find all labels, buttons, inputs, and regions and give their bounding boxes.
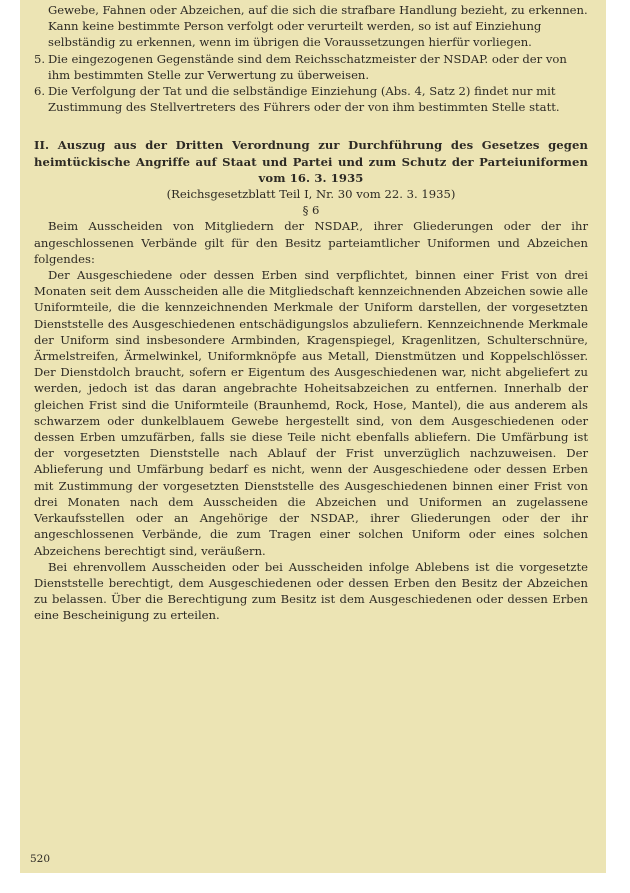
body-paragraph: Bei ehrenvollem Ausscheiden oder bei Ausscheiden infolge Ablebens ist die vorgesetzte Dienststelle berechtigt, dem Ausgeschiedenen oder dessen Erben den Besitz der Abzeichen zu belassen. Über die Berechtigung zum Besitz ist dem Ausgeschiedenen oder dessen Erben eine Bescheinigung zu erteilen. bbox=[34, 559, 588, 623]
continuation-text: Gewebe, Fahnen oder Abzeichen, auf die sich die strafbare Handlung bezieht, zu erkennen. Kann keine bestimmte Person verfolgt oder verurteilt werden, so ist auf Einziehung selbständig zu erkennen, wenn im übrigen die Voraussetzungen hierfür vorliegen. bbox=[48, 3, 588, 50]
list-item-6 bbox=[34, 83, 588, 115]
list-item-number: 5. bbox=[34, 51, 46, 66]
paragraph-sign: § 6 bbox=[302, 203, 320, 218]
list-item-number: 6. bbox=[34, 84, 46, 99]
section-body bbox=[34, 218, 588, 623]
list-item-text: Die eingezogenen Gegenstände sind dem Reichsschatzmeister der NSDAP. oder der von ihm bestimmten Stelle zur Verwertung zu überweisen. bbox=[48, 51, 567, 82]
section-heading: II. Auszug aus der Dritten Verordnung zur Durchführung des Gesetzes gegen heimtückische Angriffe auf Staat und Partei und zum Schutz der Parteiuniformen vom 16. 3. 1935 bbox=[34, 138, 588, 185]
page-number: 520 bbox=[30, 852, 51, 865]
source-reference: (Reichsgesetzblatt Teil I, Nr. 30 vom 22. 3. 1935) bbox=[166, 187, 456, 202]
body-paragraph: Beim Ausscheiden von Mitgliedern der NSDAP., ihrer Gliederungen oder der ihr angeschlossenen Verbände gilt für den Besitz parteiamtlicher Uniformen und Abzeichen folgendes: bbox=[34, 219, 588, 266]
list-item-text: Die Verfolgung der Tat und die selbständige Einziehung (Abs. 4, Satz 2) findet nur mit Zustimmung des Stellvertreters des Führers oder der von ihm bestimmten Stelle statt. bbox=[48, 84, 560, 115]
list-item-5 bbox=[34, 51, 588, 83]
document-page bbox=[20, 0, 606, 873]
body-paragraph: Der Ausgeschiedene oder dessen Erben sind verpflichtet, binnen einer Frist von drei Monaten seit dem Ausscheiden alle die Mitgliedschaft kennzeichnenden Abzeichen sowie alle Uniformteile, die die kennzeichnenden Merkmale der Uniform darstellen, der vorgesetzten Dienststelle des Ausgeschiedenen entschädigungslos abzuliefern. Kennzeichnende Merkmale der Uniform sind insbesondere Armbinden, Kragenspiegel, Kragenlitzen, Schulterschnüre, Ärmelstreifen, Ärmelwinkel, Uniformknöpfe aus Metall, Dienstmützen und Koppelschlösser. Der Dienstdolch braucht, sofern er Eigentum des Ausgeschiedenen war, nicht abgeliefert zu werden, jedoch ist das daran angebrachte Hoheitsabzeichen zu entfernen. Innerhalb der gleichen Frist sind die Uniformteile (Braunhemd, Rock, Hose, Mantel), die aus anderem als schwarzem oder dunkelblauem Gewebe hergestellt sind, von dem Ausgeschiedenen oder dessen Erben umzufärben, falls sie diese Teile nicht ebenfalls abliefern. Die Umfärbung ist der vorgesetzten Dienststelle nach Ablauf der Frist unverzüglich nachzuweisen. Der Ablieferung und Umfärbung bedarf es nicht, wenn der Ausgeschiedene oder dessen Erben mit Zustimmung der vorgesetzten Dienststelle des Ausgeschiedenen binnen einer Frist von drei Monaten nach dem Ausscheiden die Abzeichen und Uniformen an zugelassene Verkaufsstellen oder an Angehörige der NSDAP., ihrer Gliederungen oder der ihr angeschlossenen Verbände, die zum Tragen einer solchen Uniform oder eines solchen Abzeichens berechtigt sind, veräußern. bbox=[34, 268, 588, 558]
